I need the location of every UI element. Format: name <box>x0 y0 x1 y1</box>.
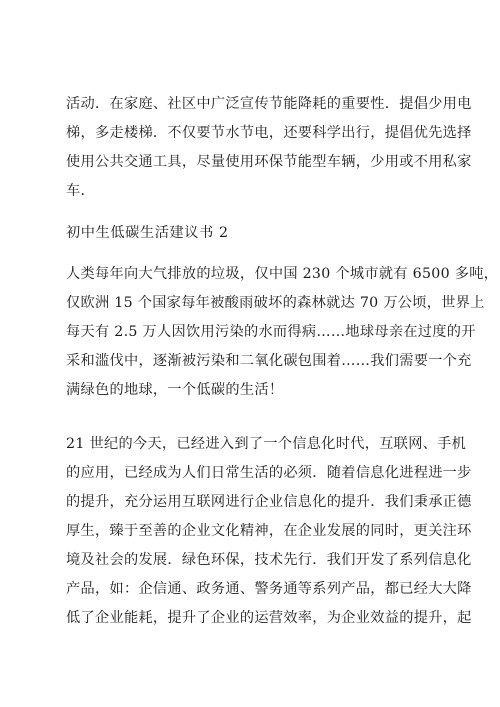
paragraph-2-line-2: 仅欧洲 15 个国家每年被酸雨破坏的森林就达 70 万公顷，世界上 <box>66 295 485 311</box>
paragraph-3-line-2: 的应用，已经成为人们日常生活的必须．随着信息化进程进一步 <box>66 465 472 481</box>
paragraph-1-line-3: 使用公共交通工具，尽量使用环保节能型车辆，少用或不用私家 <box>66 154 472 170</box>
paragraph-3-line-1: 21 世纪的今天，已经进入到了一个信息化时代，互联网、手机 <box>66 436 467 452</box>
paragraph-2-line-1: 人类每年向大气排放的垃圾，仅中国 230 个城市就有 6500 多吨， <box>66 266 499 282</box>
paragraph-2-line-4: 采和滥伐中，逐渐被污染和二氧化碳包围着……我们需要一个充 <box>66 353 472 369</box>
paragraph-2-line-5: 满绿色的地球，一个低碳的生活！ <box>66 382 284 398</box>
paragraph-1-line-2: 梯，多走楼梯．不仅要节水节电，还要科学出行，提倡优先选择 <box>66 125 472 141</box>
paragraph-1-line-1: 活动．在家庭、社区中广泛宣传节能降耗的重要性．提倡少用电 <box>66 96 472 112</box>
paragraph-3-line-4: 厚生，臻于至善的企业文化精神，在企业发展的同时，更关注环 <box>66 523 472 539</box>
paragraph-3-line-3: 的提升，充分运用互联网进行企业信息化的提升．我们秉承正德 <box>66 494 472 510</box>
paragraph-2-line-3: 每天有 2.5 万人因饮用污染的水而得病……地球母亲在过度的开 <box>66 324 476 340</box>
paragraph-3-line-6: 产品，如：企信通、政务通、警务通等系列产品，都已经大大降 <box>66 581 472 597</box>
paragraph-3-line-7: 低了企业能耗，提升了企业的运营效率，为企业效益的提升，起 <box>66 610 472 626</box>
section-heading: 初中生低碳生活建议书 2 <box>66 225 229 241</box>
paragraph-1-line-4: 车． <box>66 183 95 199</box>
paragraph-3-line-5: 境及社会的发展．绿色环保，技术先行．我们开发了系列信息化 <box>66 552 472 568</box>
